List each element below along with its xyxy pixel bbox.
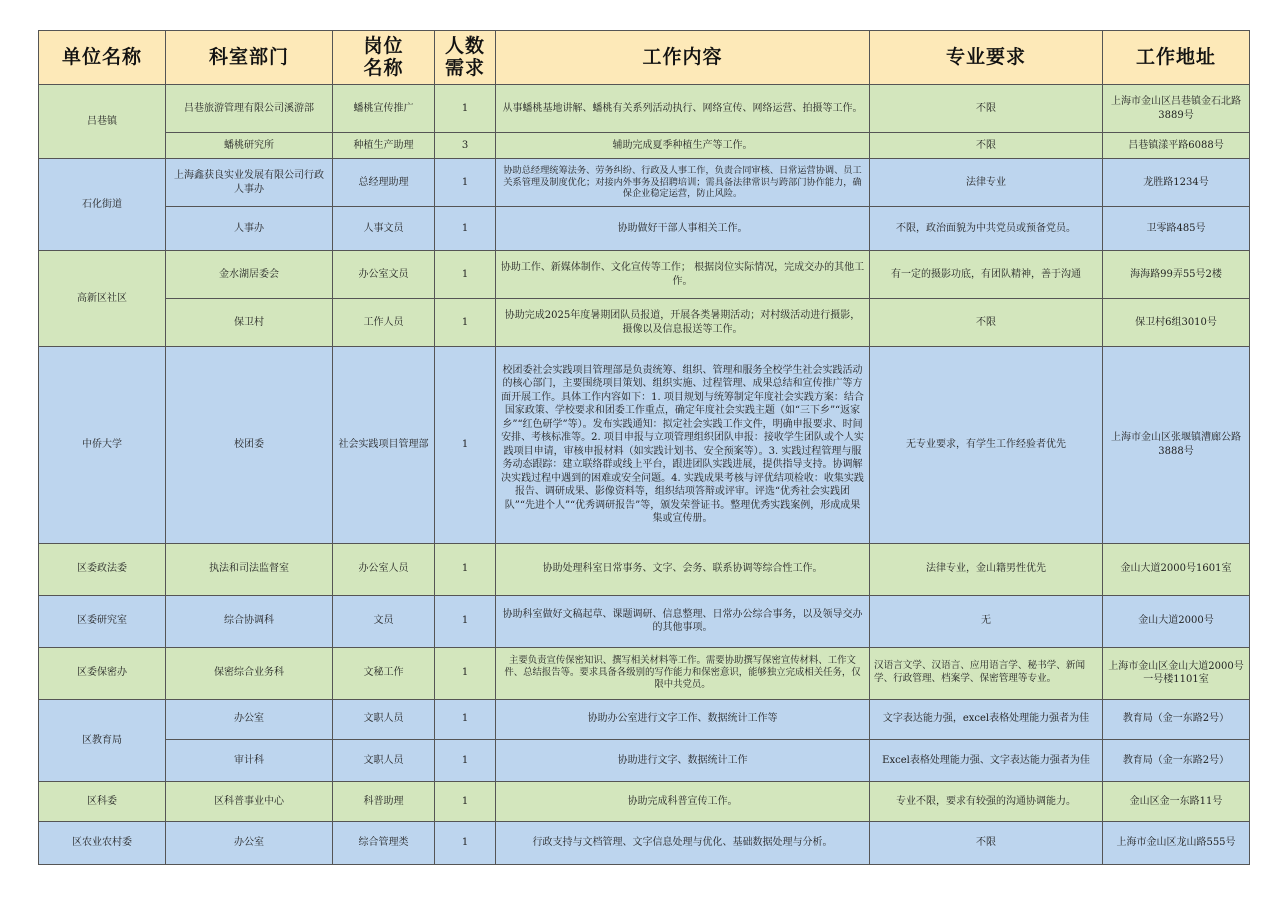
- count-cell: 1: [435, 821, 496, 864]
- position-cell: 工作人员: [333, 299, 435, 347]
- address-cell: 龙胜路1234号: [1103, 159, 1250, 207]
- requirement-cell: 无专业要求，有学生工作经验者优先: [870, 347, 1103, 543]
- position-cell: 办公室人员: [333, 543, 435, 595]
- header-row: [39, 31, 1250, 85]
- unit-cell: 区科委: [39, 781, 166, 821]
- requirement-cell: Excel表格处理能力强、文字表达能力强者为佳: [870, 739, 1103, 781]
- address-cell: 上海市金山区张堰镇漕廊公路3888号: [1103, 347, 1250, 543]
- content-cell: 协助总经理统筹法务、劳务纠纷、行政及人事工作，负责合同审核、日常运营协调、员工关系管理及制度优化；对接内外事务及招聘培训；需具备法律常识与跨部门协作能力，确保企业稳定运营，防止风险。: [496, 159, 870, 207]
- address-cell: 金山大道2000号: [1103, 595, 1250, 647]
- table-row: [39, 133, 1250, 159]
- content-cell: 协助进行文字、数据统计工作: [496, 739, 870, 781]
- unit-cell: 区委研究室: [39, 595, 166, 647]
- table-row: [39, 595, 1250, 647]
- content-cell: 协助做好干部人事相关工作。: [496, 207, 870, 251]
- header-address: 工作地址: [1103, 31, 1250, 85]
- dept-cell: 吕巷旅游管理有限公司溪游部: [166, 85, 333, 133]
- requirement-cell: 法律专业，金山籍男性优先: [870, 543, 1103, 595]
- requirement-cell: 不限: [870, 133, 1103, 159]
- address-cell: 上海市金山区龙山路555号: [1103, 821, 1250, 864]
- job-table: [38, 30, 1250, 865]
- address-cell: 教育局（金一东路2号）: [1103, 699, 1250, 739]
- dept-cell: 审计科: [166, 739, 333, 781]
- content-cell: 行政支持与文档管理、文字信息处理与优化、基础数据处理与分析。: [496, 821, 870, 864]
- count-cell: 1: [435, 699, 496, 739]
- position-cell: 社会实践项目管理部: [333, 347, 435, 543]
- dept-cell: 执法和司法监督室: [166, 543, 333, 595]
- count-cell: 1: [435, 159, 496, 207]
- dept-cell: 校团委: [166, 347, 333, 543]
- content-cell: 主要负责宣传保密知识、撰写相关材料等工作。需要协助撰写保密宣传材料、工作文件、总结报告等。要求具备各级别的写作能力和保密意识，能够独立完成相关任务，仅限中共党员。: [496, 647, 870, 699]
- count-cell: 1: [435, 739, 496, 781]
- position-cell: 文职人员: [333, 699, 435, 739]
- position-cell: 文秘工作: [333, 647, 435, 699]
- address-cell: 保卫村6组3010号: [1103, 299, 1250, 347]
- header-requirement: 专业要求: [870, 31, 1103, 85]
- position-cell: 办公室文员: [333, 251, 435, 299]
- count-cell: 1: [435, 207, 496, 251]
- content-cell: 从事蟠桃基地讲解、蟠桃有关系列活动执行、网络宣传、网络运营、拍摄等工作。: [496, 85, 870, 133]
- header-count: 人数需求: [435, 31, 496, 85]
- table-row: [39, 207, 1250, 251]
- unit-cell: 高新区社区: [39, 251, 166, 347]
- position-cell: 蟠桃宣传推广: [333, 85, 435, 133]
- content-cell: 协助完成2025年度暑期团队员报道，开展各类暑期活动；对村级活动进行摄影，摄像以及信息报送等工作。: [496, 299, 870, 347]
- count-cell: 1: [435, 595, 496, 647]
- unit-cell: 区教育局: [39, 699, 166, 781]
- position-cell: 文职人员: [333, 739, 435, 781]
- content-cell: 协助处理科室日常事务、文字、会务、联系协调等综合性工作。: [496, 543, 870, 595]
- address-cell: 吕巷镇漾平路6088号: [1103, 133, 1250, 159]
- position-cell: 人事文员: [333, 207, 435, 251]
- dept-cell: 综合协调科: [166, 595, 333, 647]
- address-cell: 卫零路485号: [1103, 207, 1250, 251]
- requirement-cell: 不限，政治面貌为中共党员或预备党员。: [870, 207, 1103, 251]
- content-cell: 协助完成科普宣传工作。: [496, 781, 870, 821]
- requirement-cell: 不限: [870, 821, 1103, 864]
- table-row: [39, 699, 1250, 739]
- dept-cell: 办公室: [166, 821, 333, 864]
- table-row: [39, 739, 1250, 781]
- address-cell: 教育局（金一东路2号）: [1103, 739, 1250, 781]
- dept-cell: 蟠桃研究所: [166, 133, 333, 159]
- table-row: [39, 543, 1250, 595]
- table-row: [39, 299, 1250, 347]
- dept-cell: 保密综合业务科: [166, 647, 333, 699]
- address-cell: 金山区金一东路11号: [1103, 781, 1250, 821]
- table-row: [39, 347, 1250, 543]
- dept-cell: 金水湖居委会: [166, 251, 333, 299]
- header-position: 岗位名称: [333, 31, 435, 85]
- requirement-cell: 汉语言文学、汉语言、应用语言学、秘书学、新闻学、行政管理、档案学、保密管理等专业。: [870, 647, 1103, 699]
- content-cell: 协助科室做好文稿起草、课题调研、信息整理、日常办公综合事务，以及领导交办的其他事项。: [496, 595, 870, 647]
- content-cell: 辅助完成夏季种植生产等工作。: [496, 133, 870, 159]
- unit-cell: 区委政法委: [39, 543, 166, 595]
- address-cell: 金山大道2000号1601室: [1103, 543, 1250, 595]
- header-content: 工作内容: [496, 31, 870, 85]
- requirement-cell: 有一定的摄影功底，有团队精神，善于沟通: [870, 251, 1103, 299]
- unit-cell: 吕巷镇: [39, 85, 166, 159]
- table-row: [39, 647, 1250, 699]
- count-cell: 1: [435, 299, 496, 347]
- dept-cell: 上海鑫获良实业发展有限公司行政人事办: [166, 159, 333, 207]
- dept-cell: 保卫村: [166, 299, 333, 347]
- position-cell: 综合管理类: [333, 821, 435, 864]
- count-cell: 1: [435, 251, 496, 299]
- position-cell: 总经理助理: [333, 159, 435, 207]
- address-cell: 海海路99弄55号2楼: [1103, 251, 1250, 299]
- requirement-cell: 无: [870, 595, 1103, 647]
- header-dept: 科室部门: [166, 31, 333, 85]
- count-cell: 1: [435, 347, 496, 543]
- requirement-cell: 专业不限，要求有较强的沟通协调能力。: [870, 781, 1103, 821]
- table-row: [39, 251, 1250, 299]
- content-cell: 协助工作、新媒体制作、文化宣传等工作； 根据岗位实际情况，完成交办的其他工作。: [496, 251, 870, 299]
- table-row: [39, 159, 1250, 207]
- requirement-cell: 不限: [870, 299, 1103, 347]
- table-row: [39, 821, 1250, 864]
- dept-cell: 人事办: [166, 207, 333, 251]
- requirement-cell: 法律专业: [870, 159, 1103, 207]
- count-cell: 1: [435, 85, 496, 133]
- address-cell: 上海市金山区金山大道2000号一号楼1101室: [1103, 647, 1250, 699]
- table-row: [39, 85, 1250, 133]
- header-unit: 单位名称: [39, 31, 166, 85]
- requirement-cell: 不限: [870, 85, 1103, 133]
- requirement-cell: 文字表达能力强，excel表格处理能力强者为佳: [870, 699, 1103, 739]
- content-cell: 协助办公室进行文字工作、数据统计工作等: [496, 699, 870, 739]
- count-cell: 1: [435, 543, 496, 595]
- count-cell: 1: [435, 781, 496, 821]
- content-cell: 校团委社会实践项目管理部是负责统筹、组织、管理和服务全校学生社会实践活动的核心部门，主要围绕项目策划、组织实施、过程管理、成果总结和宣传推广等方面开展工作。具体工作内容如下：1. 项目规划与统筹制定年度社会实践方案：结合国家政策、学校要求和团委工作重点，确定年度社会实践主题（如“三下乡”“返家乡”“红色研学”等）。发布实践通知：拟定社会实践工作文件，明确申报要求、时间安排、考核标准等。2. 项目申报与立项管理组织团队申报：接收学生团队或个人实践项目申请，审核申报材料（如实践计划书、安全预案等）。3. 实践过程管理与服务动态跟踪：建立联络群或线上平台，跟进团队实践进展，提供指导支持。协调解决实践过程中遇到的困难或安全问题。4. 实践成果考核与评优结项检收：收集实践报告、调研成果、影像资料等，组织结项答辩或评审。评选“优秀社会实践团队”“先进个人”“优秀调研报告”等，颁发荣誉证书。整理优秀实践案例，形成成果集或宣传册。: [496, 347, 870, 543]
- unit-cell: 区委保密办: [39, 647, 166, 699]
- table-row: [39, 781, 1250, 821]
- dept-cell: 区科普事业中心: [166, 781, 333, 821]
- unit-cell: 中侨大学: [39, 347, 166, 543]
- position-cell: 种植生产助理: [333, 133, 435, 159]
- count-cell: 1: [435, 647, 496, 699]
- dept-cell: 办公室: [166, 699, 333, 739]
- count-cell: 3: [435, 133, 496, 159]
- position-cell: 文员: [333, 595, 435, 647]
- unit-cell: 区农业农村委: [39, 821, 166, 864]
- unit-cell: 石化街道: [39, 159, 166, 251]
- position-cell: 科普助理: [333, 781, 435, 821]
- address-cell: 上海市金山区吕巷镇金石北路3889号: [1103, 85, 1250, 133]
